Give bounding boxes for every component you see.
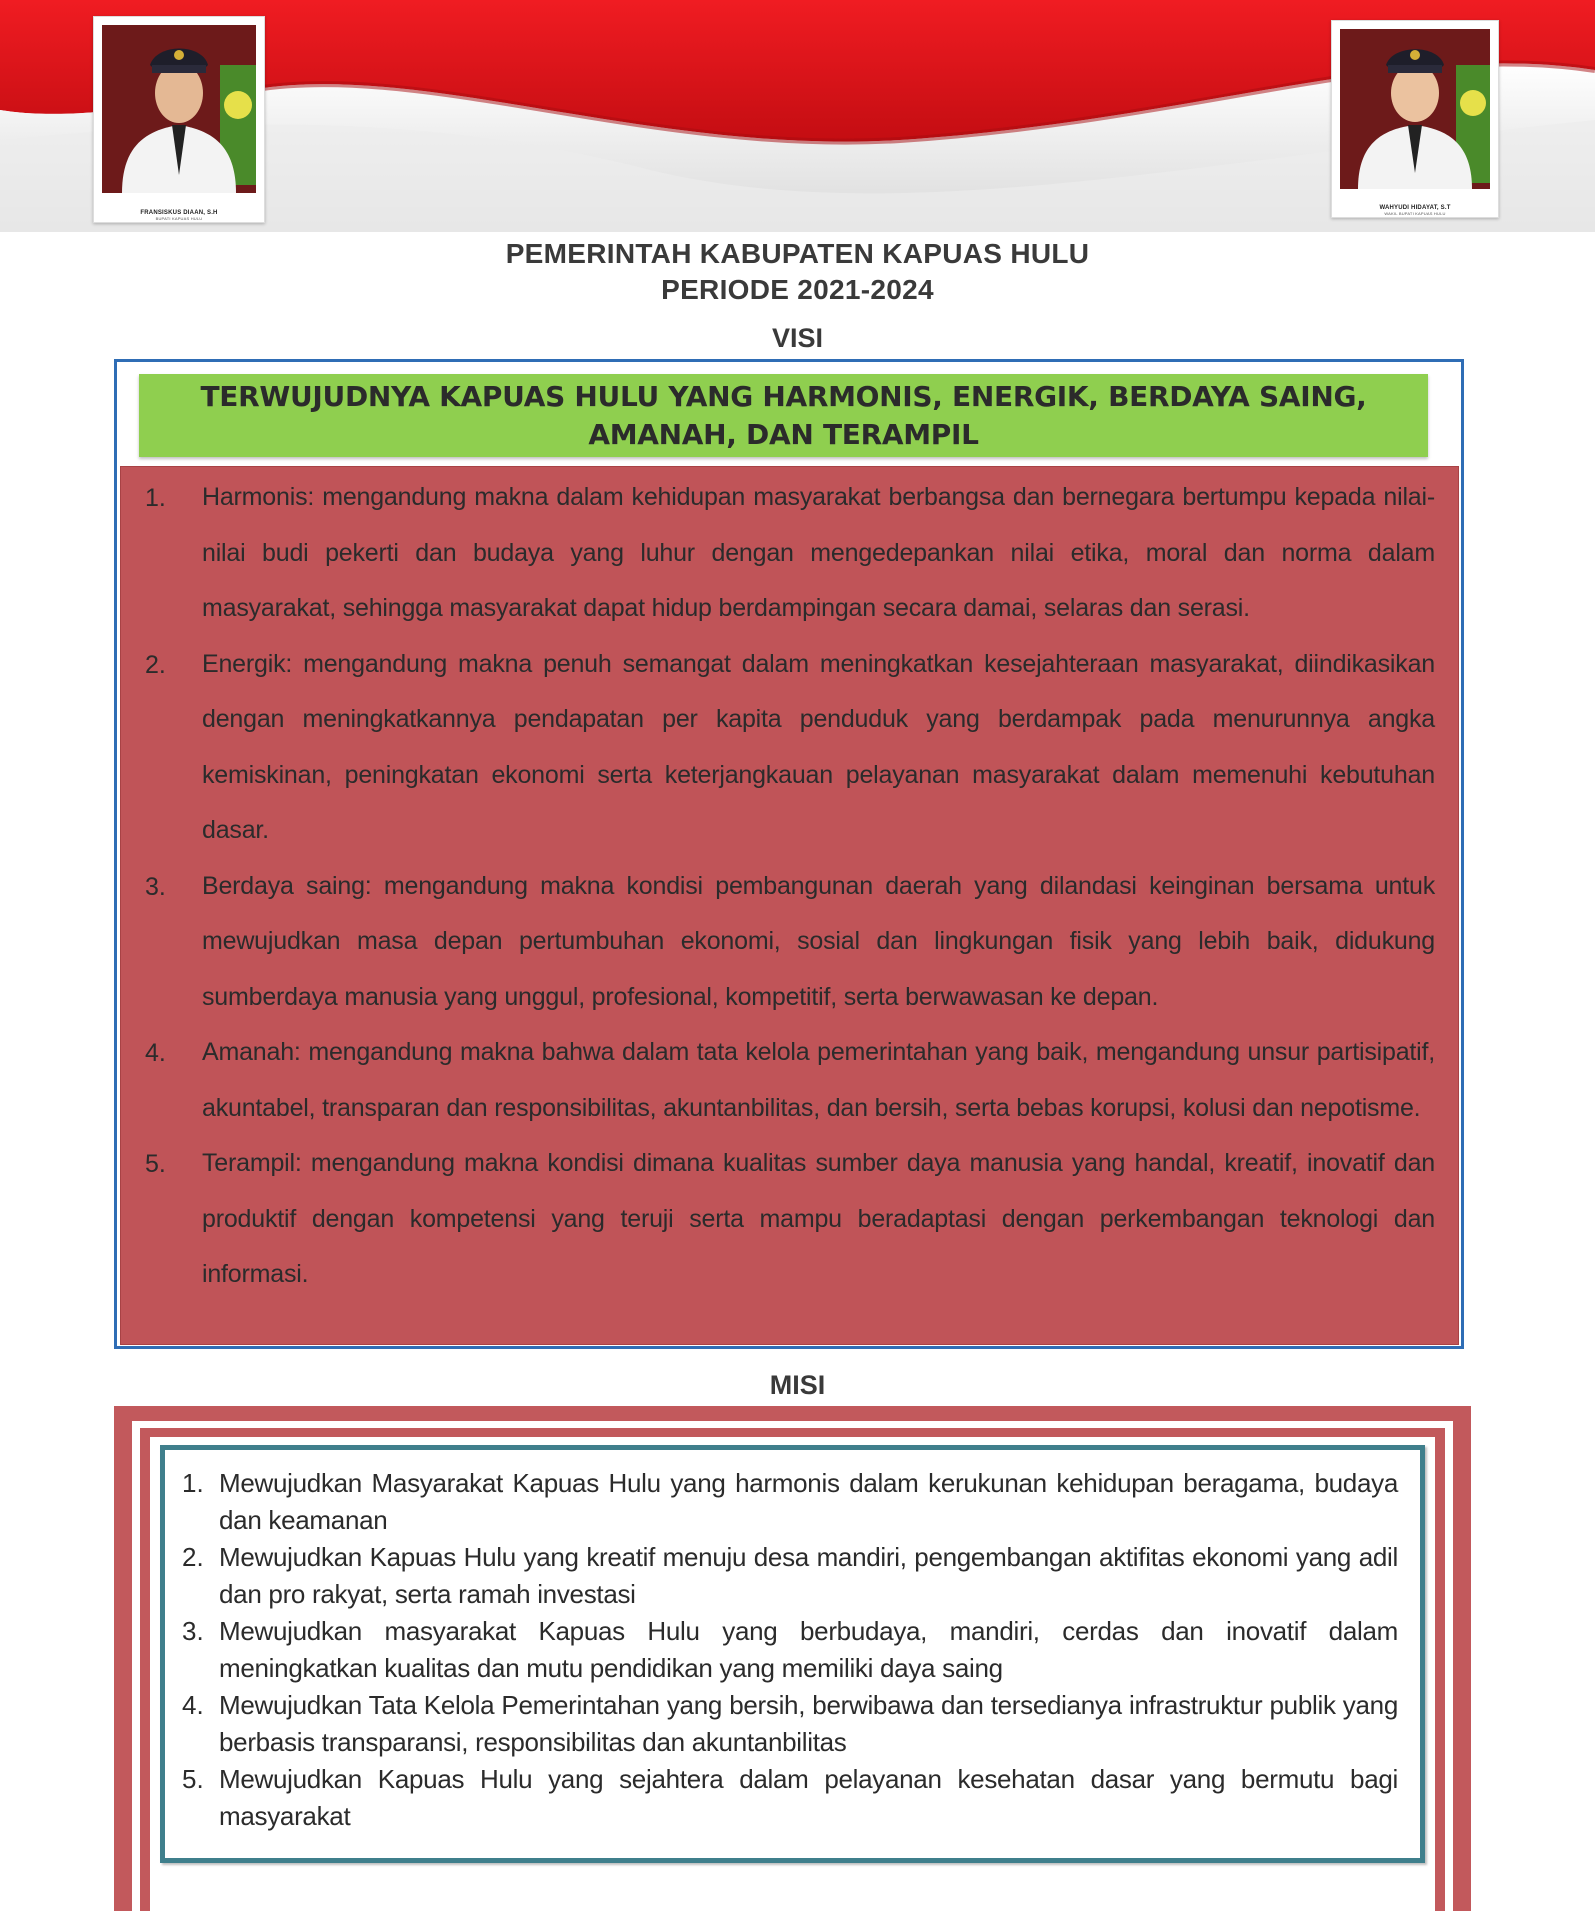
- visi-item-text: Harmonis: mengandung makna dalam kehidupan masyarakat berbangsa dan bernegara bertumpu kepada nilai-nilai budi pekerti dan budaya yang luhur dengan mengedepankan nilai etika, moral dan norma dalam masyarakat, sehingga masyarakat dapat hidup berdampingan secara damai, selaras dan serasi.: [202, 483, 1435, 622]
- misi-item-text: Mewujudkan Kapuas Hulu yang sejahtera dalam pelayanan kesehatan dasar yang bermutu bagi masyarakat: [219, 1764, 1398, 1831]
- misi-item-text: Mewujudkan Masyarakat Kapuas Hulu yang harmonis dalam kerukunan kehidupan beragama, budaya dan keamanan: [219, 1468, 1398, 1535]
- misi-item-text: Mewujudkan masyarakat Kapuas Hulu yang berbudaya, mandiri, cerdas dan inovatif dalam meningkatkan kualitas dan mutu pendidikan yang memiliki daya saing: [219, 1616, 1398, 1683]
- visi-statement-banner: [139, 374, 1428, 457]
- misi-item-number: 2.: [182, 1542, 204, 1572]
- misi-item-number: 3.: [182, 1616, 204, 1646]
- misi-list: [182, 1465, 1398, 1835]
- misi-item-number: 1.: [182, 1468, 204, 1498]
- visi-item: [145, 1025, 1435, 1136]
- visi-heading: VISI: [771, 323, 824, 353]
- visi-item-number: 4.: [145, 1039, 166, 1067]
- vice-regent-photo: [1340, 29, 1490, 189]
- misi-item-text: Mewujudkan Kapuas Hulu yang kreatif menuju desa mandiri, pengembangan aktifitas ekonomi yang adil dan pro rakyat, serta ramah investasi: [219, 1542, 1398, 1609]
- misi-item: [182, 1687, 1398, 1761]
- misi-item: [182, 1539, 1398, 1613]
- misi-item: [182, 1465, 1398, 1539]
- visi-item-number: 2.: [145, 650, 166, 679]
- regent-portrait: [93, 16, 265, 223]
- visi-item: [145, 859, 1435, 1026]
- visi-item-number: 1.: [145, 484, 166, 512]
- page-title: PEMERINTAH KABUPATEN KAPUAS HULU: [505, 238, 1090, 269]
- vice-regent-role: WAKIL BUPATI KAPUAS HULU: [1384, 211, 1446, 216]
- misi-item-text: Mewujudkan Tata Kelola Pemerintahan yang bersih, berwibawa dan tersedianya infrastruktur publik yang berbasis transparansi, responsibilitas dan akuntanbilitas: [219, 1690, 1398, 1757]
- visi-item-number: 3.: [145, 872, 166, 901]
- visi-item-text: Terampil: mengandung makna kondisi dimana kualitas sumber daya manusia yang handal, kreatif, inovatif dan produktif dengan kompetensi yang teruji serta mampu beradaptasi dengan perkembangan teknologi dan informasi.: [202, 1149, 1435, 1288]
- misi-item: [182, 1613, 1398, 1687]
- page-subtitle-period: PERIODE 2021-2024: [661, 274, 934, 305]
- regent-photo: [102, 25, 256, 193]
- visi-statement: TERWUJUDNYA KAPUAS HULU YANG HARMONIS, ENERGIK, BERDAYA SAING, AMANAH, DAN TERAMPIL: [200, 379, 1367, 451]
- visi-list: [145, 470, 1435, 1303]
- misi-heading: MISI: [769, 1370, 826, 1400]
- regent-role: BUPATI KAPUAS HULU: [155, 216, 203, 221]
- regent-name: FRANSISKUS DIAAN, S.H: [140, 210, 218, 216]
- visi-item-text: Berdaya saing: mengandung makna kondisi pembangunan daerah yang dilandasi keinginan bersama untuk mewujudkan masa depan pertumbuhan ekonomi, sosial dan lingkungan fisik yang lebih baik, didukung sumberdaya manusia yang unggul, profesional, kompetitif, serta berwawasan ke depan.: [202, 871, 1435, 1011]
- header-banner: [0, 0, 1595, 232]
- misi-item: [182, 1761, 1398, 1835]
- vice-regent-portrait: [1331, 20, 1499, 218]
- visi-item: [145, 637, 1435, 859]
- misi-item-number: 4.: [182, 1690, 204, 1720]
- visi-item: [145, 470, 1435, 637]
- visi-item-text: Amanah: mengandung makna bahwa dalam tata kelola pemerintahan yang baik, mengandung unsur partisipatif, akuntabel, transparan dan responsibilitas, akuntanbilitas, dan bersih, serta bebas korupsi, kolusi dan nepotisme.: [202, 1038, 1435, 1122]
- misi-item-number: 5.: [182, 1764, 204, 1794]
- vice-regent-name: WAHYUDI HIDAYAT, S.T: [1379, 205, 1451, 211]
- visi-item-number: 5.: [145, 1150, 166, 1178]
- visi-item: [145, 1136, 1435, 1303]
- visi-item-text: Energik: mengandung makna penuh semangat dalam meningkatkan kesejahteraan masyarakat, diindikasikan dengan meningkatkannya pendapatan per kapita penduduk yang berdampak pada menurunnya angka kemiskinan, peningkatan ekonomi serta keterjangkauan pelayanan masyarakat dalam memenuhi kebutuhan dasar.: [202, 649, 1435, 844]
